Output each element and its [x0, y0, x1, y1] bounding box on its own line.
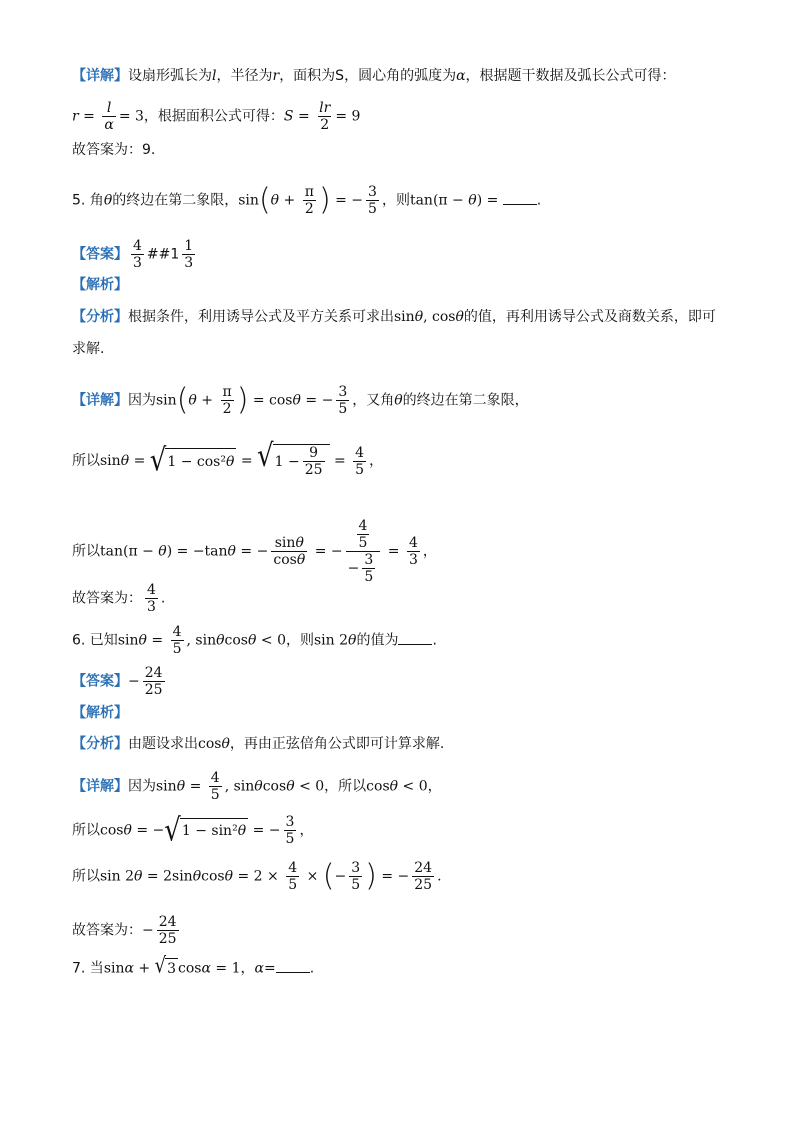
- detail-line-1: 【详解】设扇形弧长为l，半径为r，面积为S，圆心角的弧度为α，根据题干数据及弧长公式可得：: [72, 68, 676, 84]
- detail-tag: 【详解】: [72, 68, 128, 84]
- detail-6: 【详解】因为sinθ = $\frac{4}{5}$ , sinθcosθ < 0，所以cosθ < 0，: [72, 770, 442, 804]
- analyze-5-cont: 求解.: [72, 341, 105, 357]
- step-sin-2theta: 所以sin 2θ = 2sinθcosθ = 2 × $\frac{4}{5}$ × (− $\frac{3}{5}$ ) = − $\frac{24}{25}$ .: [72, 858, 442, 894]
- answer-5: 【答案】 $\frac{4}{3}$ ##1 $\frac{1}{3}$: [72, 238, 194, 272]
- answer-line-9: 故答案为：9.: [72, 142, 156, 158]
- analysis-tag-5: 【解析】: [72, 277, 128, 293]
- fraction: $\frac{\pi}{2}$: [304, 184, 314, 218]
- analysis-tag-6: 【解析】: [72, 705, 128, 721]
- analyze-5: 【分析】根据条件，利用诱导公式及平方关系可求出sinθ, cosθ的值，再利用诱导公式及商数关系，即可: [72, 309, 716, 325]
- step-cos-theta: 所以cosθ = − √ 1 − sin² θ = − $\frac{3}{5}$ ，: [72, 812, 314, 849]
- question-7: 7. 当sinα + √ 3 cosα = 1，α= .: [72, 953, 315, 979]
- answer-6: 【答案】− $\frac{24}{25}$: [72, 665, 163, 699]
- formula-line-r-s: r = $\frac{l}{\alpha}$ = 3，根据面积公式可得：S = $\frac{lr}{2}$ = 9: [72, 100, 361, 134]
- final-5: 故答案为： $\frac{4}{3}$ .: [72, 582, 166, 616]
- fraction: $\frac{3}{5}$: [368, 184, 377, 218]
- question-6: 6. 已知sinθ = $\frac{4}{5}$ , sinθcosθ < 0，则sin 2θ的值为 .: [72, 624, 437, 658]
- detail-5: 【详解】因为sin(θ + $\frac{\pi}{2}$ ) = cosθ = − $\frac{3}{5}$ ，又角θ的终边在第二象限，: [72, 382, 529, 418]
- step-tan: 所以tan(π − θ) = −tanθ = − $\frac{\sin\theta}{\cos\theta}$ = − $\frac{4}{5}$ − $\frac{3}{5}$ = $\frac{4}{3}$ ，: [72, 518, 437, 586]
- step-sin-theta: 所以sinθ = √ 1 − cos² θ = √ 1 − $\frac{9}{25}$ = $\frac{4}{5}$ ，: [72, 438, 384, 480]
- answer-blank: [398, 632, 432, 645]
- answer-blank: [276, 960, 310, 973]
- analyze-6: 【分析】由题设求出cosθ，再由正弦倍角公式即可计算求解.: [72, 736, 445, 752]
- fraction: $\frac{lr}{2}$: [319, 100, 331, 134]
- final-6: 故答案为：− $\frac{24}{25}$: [72, 914, 177, 948]
- answer-tag: 【答案】: [72, 246, 128, 263]
- answer-blank: [503, 192, 537, 205]
- question-5: 5. 角θ的终边在第二象限，sin(θ + $\frac{\pi}{2}$ ) = − $\frac{3}{5}$ ，则tan(π − θ) = .: [72, 182, 542, 218]
- fraction: $\frac{l}{\alpha}$: [104, 100, 114, 134]
